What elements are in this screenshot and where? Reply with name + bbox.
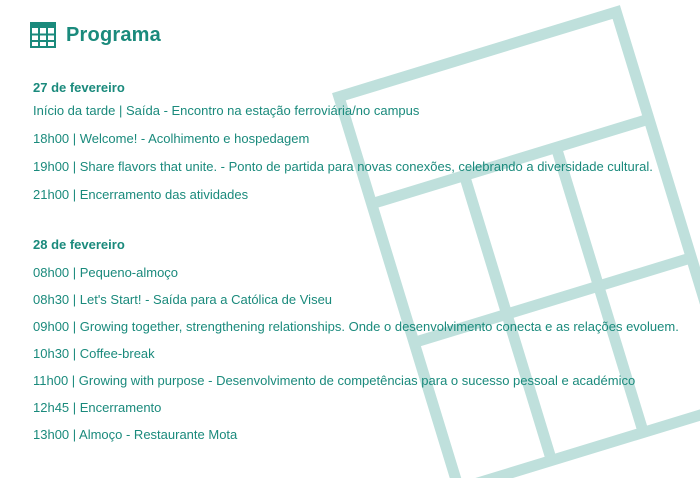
schedule-item: 08h30 | Let's Start! - Saída para a Católica de Viseu: [33, 292, 333, 307]
schedule-item: Início da tarde | Saída - Encontro na estação ferroviária/no campus: [33, 103, 420, 118]
day-title: 27 de fevereiro: [33, 80, 125, 95]
day-section-28-fev: [33, 237, 679, 453]
schedule-item: 19h00 | Share flavors that unite. - Ponto de partida para novas conexões, celebrando a diversidade cultural.: [33, 159, 653, 174]
schedule-item: 12h45 | Encerramento: [33, 400, 162, 415]
schedule-item: 08h00 | Pequeno-almoço: [33, 265, 179, 280]
schedule-item: 10h30 | Coffee-break: [33, 346, 155, 361]
schedule-item: 11h00 | Growing with purpose - Desenvolvimento de competências para o sucesso pessoal e académico: [33, 373, 636, 388]
schedule-item: 13h00 | Almoço - Restaurante Mota: [33, 427, 238, 442]
day-title: 28 de fevereiro: [33, 237, 125, 252]
page-title: Programa: [66, 23, 161, 46]
schedule-item: 21h00 | Encerramento das atividades: [33, 187, 249, 202]
day-section-27-fev: [33, 80, 653, 214]
schedule-item: 18h00 | Welcome! - Acolhimento e hospedagem: [33, 131, 310, 146]
page-header: [30, 22, 161, 48]
calendar-grid-icon: [30, 22, 56, 48]
schedule-item: 09h00 | Growing together, strengthening relationships. Onde o desenvolvimento conecta e as relações evoluem.: [33, 319, 679, 334]
